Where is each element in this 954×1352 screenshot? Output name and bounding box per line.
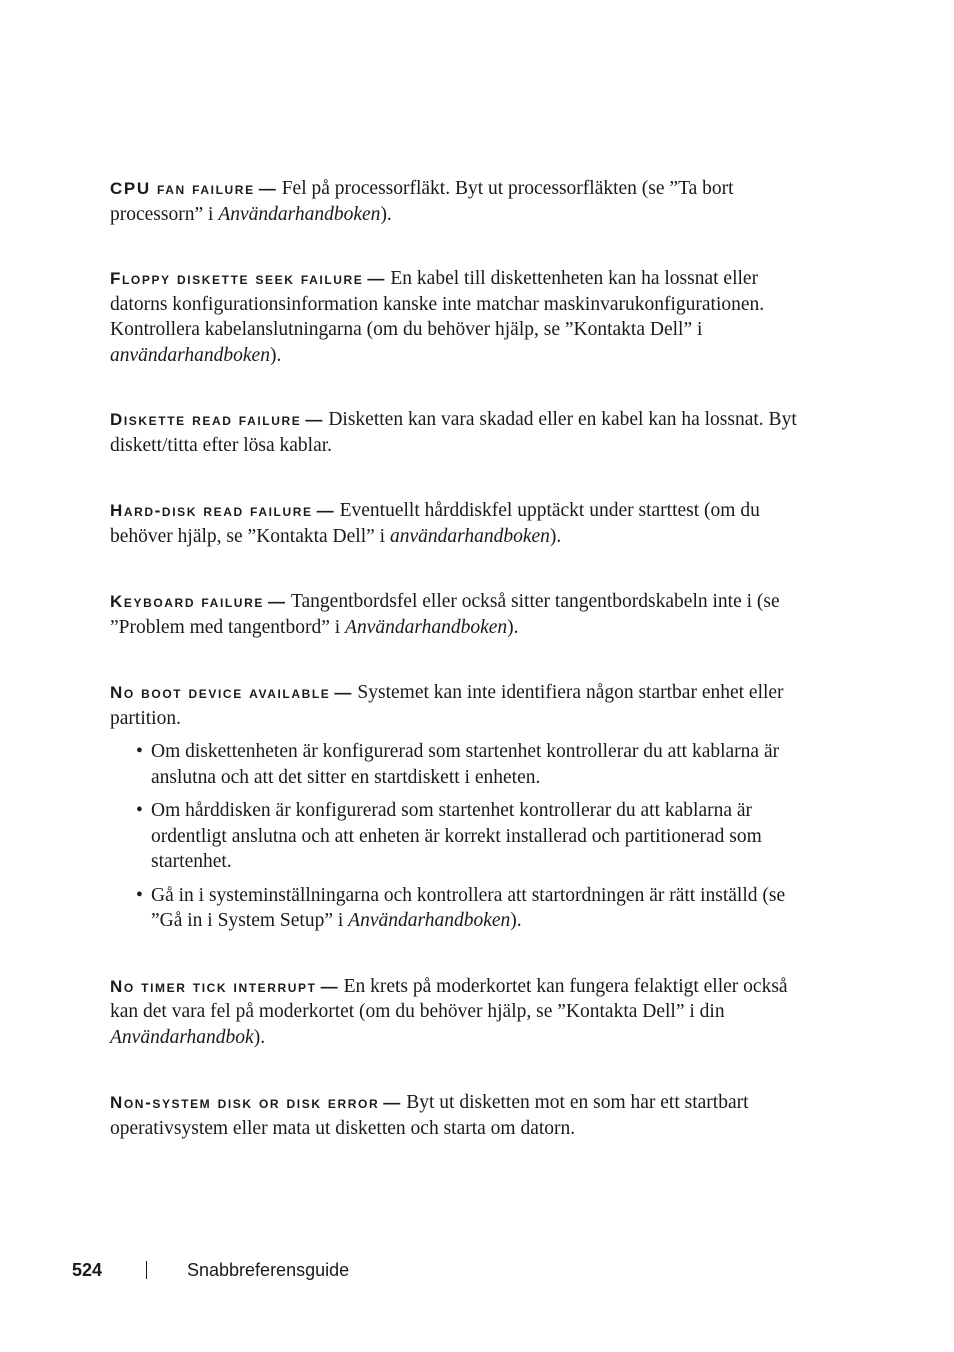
- entry-text: Byt ut disketten mot en som har ett startbart operativsystem eller mata ut disketten och starta om datorn.: [110, 1092, 749, 1139]
- entry-heading: Diskette read failure: [110, 410, 302, 429]
- list-item-text: Gå in i systeminställningarna och kontrollera att startordningen är rätt inställd (se ”Gå in i System Setup” i: [151, 884, 786, 931]
- entry-hard-disk-read-failure: [110, 498, 820, 549]
- em-dash: —: [320, 976, 338, 996]
- page-content: [110, 176, 820, 1141]
- entry-tail: ).: [549, 525, 562, 547]
- list-item-text: Om diskettenheten är konfigurerad som startenhet kontrollerar du att kablarna är anslutna och att det sitter en startdiskett i enheten.: [151, 741, 780, 788]
- entry-heading: Keyboard failure: [110, 592, 264, 611]
- entry-tail: ).: [269, 344, 282, 366]
- em-dash: —: [267, 592, 285, 611]
- em-dash: —: [258, 179, 276, 198]
- entry-tail: ).: [380, 203, 392, 225]
- entry-text: Systemet kan inte identifiera någon startbar enhet eller partition.: [110, 682, 784, 729]
- entry-heading: CPU fan failure: [110, 179, 255, 198]
- bullet-icon: •: [136, 884, 143, 906]
- entry-keyboard-failure: [110, 589, 820, 640]
- em-dash: —: [383, 1093, 401, 1112]
- entry-italic: användarhandboken: [389, 525, 550, 547]
- entry-text: Disketten kan vara skadad eller en kabel kan ha lossnat. Byt diskett/titta efter lösa kablar.: [110, 409, 797, 456]
- entry-paragraph: [110, 680, 820, 731]
- page-number: 524: [72, 1260, 103, 1280]
- bullet-list: [110, 739, 820, 934]
- em-dash: —: [367, 269, 385, 288]
- em-dash: —: [316, 501, 334, 520]
- entry-text: En krets på moderkortet kan fungera felaktigt eller också kan det vara fel på moderkortet (om du behöver hjälp, se ”Kontakta Dell” i din: [110, 975, 788, 1022]
- entry-italic: Användarhandbok: [110, 1026, 254, 1048]
- entry-tail: ).: [507, 616, 519, 638]
- bullet-icon: •: [136, 800, 143, 821]
- entry-heading: Non-system disk or disk error: [110, 1093, 380, 1112]
- list-item-tail: ).: [510, 910, 522, 931]
- footer-separator: [146, 1261, 147, 1279]
- entry-heading: No boot device available: [110, 683, 331, 702]
- entry-non-system-disk: [110, 1090, 820, 1141]
- em-dash: —: [334, 683, 352, 702]
- list-item: [110, 739, 820, 790]
- entry-no-boot-device: [110, 680, 820, 934]
- entry-no-timer-tick: [110, 974, 820, 1051]
- entry-text: Eventuellt hårddiskfel upptäckt under starttest (om du behöver hjälp, se ”Kontakta Dell” i: [110, 500, 760, 547]
- entry-cpu-fan-failure: [110, 176, 820, 227]
- entry-tail: ).: [253, 1026, 266, 1048]
- guide-title: Snabbreferensguide: [187, 1260, 350, 1280]
- entry-text: En kabel till diskettenheten kan ha lossnat eller datorns konfigurationsinformation kanske inte matchar maskinvarukonfigurationen. Kontrollera kabelanslutningarna (om du behöver hjälp, se ”Kontakta Dell” i: [110, 268, 765, 340]
- entry-floppy-seek-failure: [110, 266, 820, 368]
- list-item: [110, 798, 820, 875]
- entry-heading: Hard-disk read failure: [110, 501, 313, 520]
- entry-italic: användarhandboken: [110, 344, 270, 366]
- entry-text: Fel på processorfläkt. Byt ut processorfläkten (se ”Ta bort processorn” i: [110, 178, 734, 225]
- list-item: [110, 883, 820, 934]
- entry-text: Tangentbordsfel eller också sitter tangentbordskabeln inte i (se ”Problem med tangentbord” i: [110, 591, 780, 638]
- entry-italic: Användarhandboken: [218, 203, 381, 225]
- entry-heading: Floppy diskette seek failure: [110, 269, 364, 288]
- list-item-text: Om hårddisken är konfigurerad som startenhet kontrollerar du att kablarna är ordentligt anslutna och att enheten är korrekt installerad och partitionerad som startenhet.: [151, 800, 762, 872]
- entry-diskette-read-failure: [110, 407, 820, 458]
- bullet-icon: •: [136, 741, 143, 762]
- em-dash: —: [305, 410, 323, 429]
- entry-italic: Användarhandboken: [345, 616, 508, 638]
- list-item-italic: Användarhandboken: [348, 910, 511, 931]
- entry-heading: No timer tick interrupt: [110, 976, 317, 996]
